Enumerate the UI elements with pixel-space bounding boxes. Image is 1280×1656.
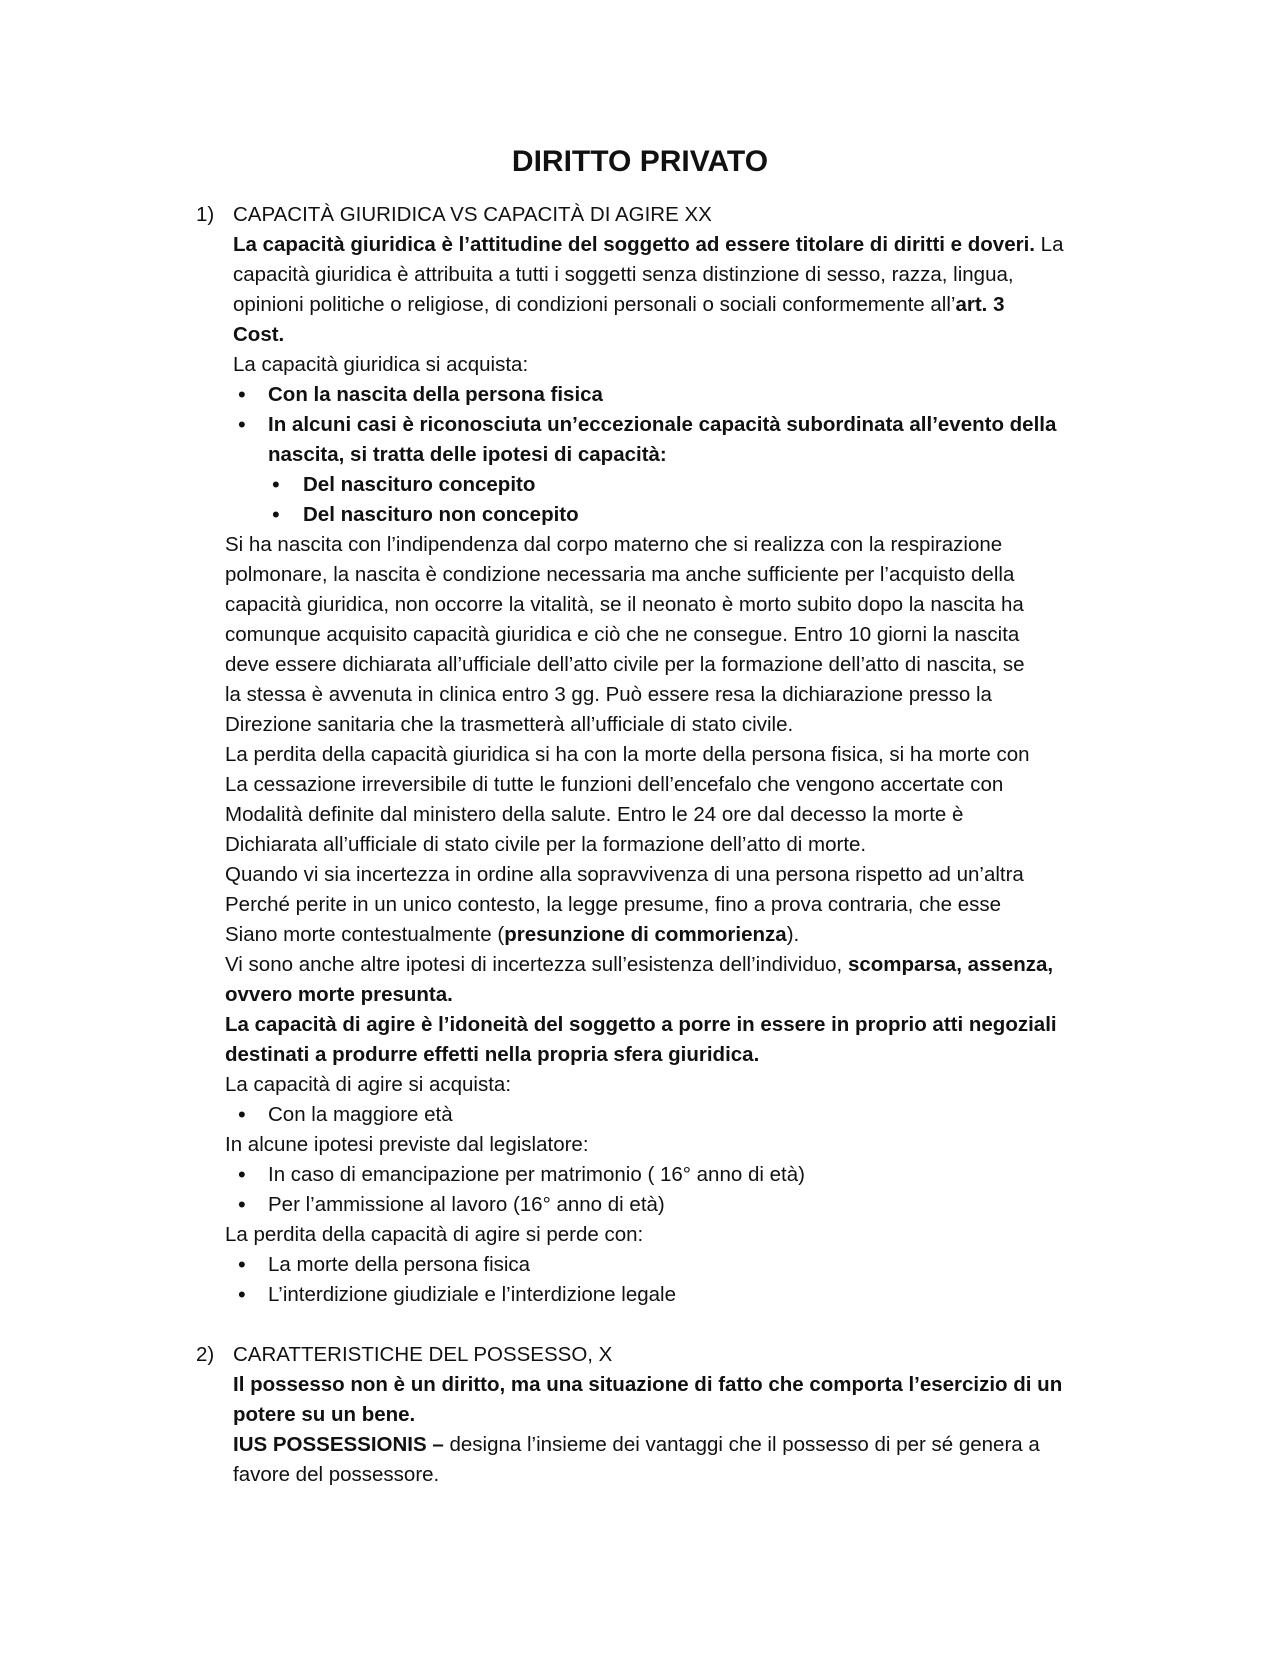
- sub-list-item: Del nascituro concepito: [303, 473, 536, 496]
- list-item: In caso di emancipazione per matrimonio ( 16° anno di età): [268, 1163, 805, 1186]
- highlighted-term: scomparsa, assenza,: [847, 953, 1054, 976]
- list-item: Con la nascita della persona fisica: [268, 383, 603, 406]
- definition-text: potere su un bene.: [233, 1403, 416, 1426]
- sub-list-item: Del nascituro non concepito: [303, 503, 579, 526]
- highlighted-term: IUS POSSESSIONIS –: [233, 1433, 450, 1456]
- definition-text: La capacità giuridica è l’attitudine del soggetto ad essere titolare di diritti e doveri.: [233, 233, 1035, 256]
- paragraph-line: Perché perite in un unico contesto, la legge presume, fino a prova contraria, che esse: [225, 893, 1002, 916]
- paragraph-line: [233, 290, 1004, 320]
- bullet-icon: •: [238, 1102, 246, 1127]
- section-number: 2): [196, 1343, 215, 1366]
- section-heading: CAPACITÀ GIURIDICA VS CAPACITÀ DI AGIRE XX: [233, 203, 712, 226]
- paragraph-line: Si ha nascita con l’indipendenza dal corpo materno che si realizza con la respirazione: [225, 533, 1003, 556]
- text-run: ).: [786, 923, 800, 946]
- definition-text: destinati a produrre effetti nella propria sfera giuridica.: [225, 1043, 760, 1066]
- page-title: DIRITTO PRIVATO: [511, 145, 769, 178]
- definition-text: Il possesso non è un diritto, ma una situazione di fatto che comporta l’esercizio di un: [233, 1373, 1063, 1396]
- list-item: La morte della persona fisica: [268, 1253, 531, 1276]
- text-run: designa l’insieme dei vantaggi che il possesso di per sé genera a: [449, 1433, 1040, 1456]
- bullet-icon: •: [238, 1252, 246, 1277]
- article-reference: art. 3: [955, 293, 1005, 316]
- paragraph-line: capacità giuridica, non occorre la vitalità, se il neonato è morto subito dopo la nascita ha: [225, 593, 1024, 616]
- paragraph-line: La perdita della capacità di agire si perde con:: [225, 1223, 644, 1246]
- paragraph-line: La cessazione irreversibile di tutte le funzioni dell’encefalo che vengono accertate con: [225, 773, 1004, 796]
- paragraph-line: Dichiarata all’ufficiale di stato civile per la formazione dell’atto di morte.: [225, 833, 867, 856]
- text-run: Siano morte contestualmente (: [225, 923, 505, 946]
- paragraph-line: In alcune ipotesi previste dal legislatore:: [225, 1133, 589, 1156]
- paragraph-line: deve essere dichiarata all’ufficiale dell’atto civile per la formazione dell’atto di nascita, se: [225, 653, 1025, 676]
- paragraph-line: [225, 920, 799, 950]
- text-run: La: [1034, 233, 1064, 256]
- bullet-icon: •: [238, 1192, 246, 1217]
- list-item-continuation: nascita, si tratta delle ipotesi di capacità:: [268, 443, 667, 466]
- bullet-icon: •: [238, 412, 246, 437]
- paragraph-line: ovvero morte presunta.: [225, 983, 453, 1006]
- list-item: In alcuni casi è riconosciuta un’eccezionale capacità subordinata all’evento della: [268, 413, 1057, 436]
- paragraph-line: capacità giuridica è attribuita a tutti i soggetti senza distinzione di sesso, razza, lingua,: [233, 263, 1014, 286]
- paragraph-line: favore del possessore.: [233, 1463, 440, 1486]
- bullet-icon: •: [238, 382, 246, 407]
- section-number: 1): [196, 203, 215, 226]
- paragraph-line: Modalità definite dal ministero della salute. Entro le 24 ore dal decesso la morte è: [225, 803, 964, 826]
- paragraph-line: [233, 230, 1063, 260]
- paragraph-line: La capacità giuridica si acquista:: [233, 353, 529, 376]
- list-item: L’interdizione giudiziale e l’interdizione legale: [268, 1283, 676, 1306]
- bullet-icon: •: [272, 502, 280, 527]
- list-item: Per l’ammissione al lavoro (16° anno di età): [268, 1193, 665, 1216]
- paragraph-line: [233, 1430, 1040, 1460]
- paragraph-line: Direzione sanitaria che la trasmetterà all’ufficiale di stato civile.: [225, 713, 794, 736]
- paragraph-line: [225, 950, 1053, 980]
- definition-text: La capacità di agire è l’idoneità del soggetto a porre in essere in proprio atti negoziali: [225, 1013, 1057, 1036]
- paragraph-line: La perdita della capacità giuridica si ha con la morte della persona fisica, si ha morte con: [225, 743, 1030, 766]
- paragraph-line: Quando vi sia incertezza in ordine alla sopravvivenza di una persona rispetto ad un’altra: [225, 863, 1024, 886]
- highlighted-term: presunzione di commorienza: [504, 923, 787, 946]
- bullet-icon: •: [238, 1162, 246, 1187]
- bullet-icon: •: [238, 1282, 246, 1307]
- section-heading: CARATTERISTICHE DEL POSSESSO, X: [233, 1343, 613, 1366]
- paragraph-line: Cost.: [233, 323, 285, 346]
- paragraph-line: comunque acquisito capacità giuridica e ciò che ne consegue. Entro 10 giorni la nascita: [225, 623, 1020, 646]
- paragraph-line: polmonare, la nascita è condizione necessaria ma anche sufficiente per l’acquisto della: [225, 563, 1015, 586]
- text-run: opinioni politiche o religiose, di condizioni personali o sociali conformemente all’: [233, 293, 956, 316]
- paragraph-line: la stessa è avvenuta in clinica entro 3 gg. Può essere resa la dichiarazione presso la: [225, 683, 992, 706]
- paragraph-line: La capacità di agire si acquista:: [225, 1073, 512, 1096]
- list-item: Con la maggiore età: [268, 1103, 453, 1126]
- bullet-icon: •: [272, 472, 280, 497]
- text-run: Vi sono anche altre ipotesi di incertezza sull’esistenza dell’individuo,: [225, 953, 848, 976]
